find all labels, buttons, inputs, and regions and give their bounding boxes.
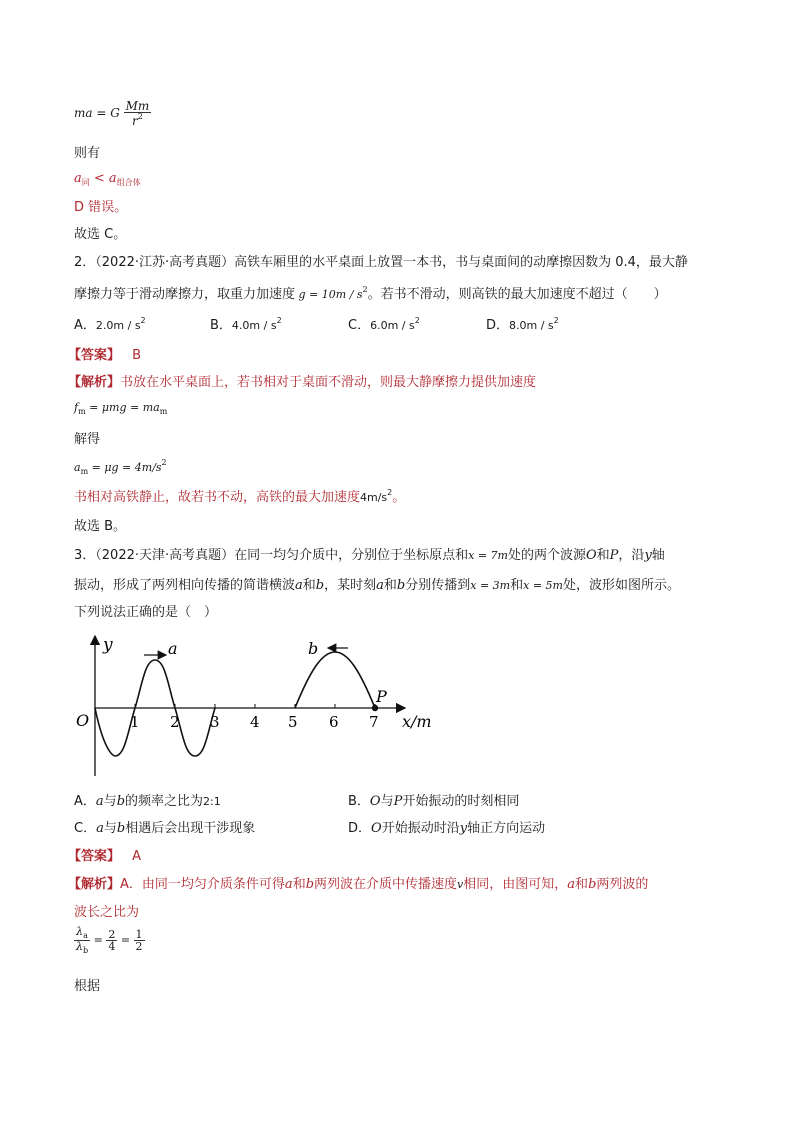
q2-eq2-a: a — [74, 461, 81, 474]
q3-analysis1a: A．由同一均匀介质条件可得 — [120, 877, 285, 892]
tick-label-1: 1 — [130, 713, 140, 731]
q2-opt-a-exp: 2 — [140, 316, 146, 325]
ratio-n2: 1 — [135, 928, 143, 941]
ratio-eq2: = — [120, 933, 131, 947]
q3-analysis1e: 和 — [575, 877, 589, 892]
q3-line2-b: b — [315, 578, 325, 593]
q3-analysis1-a: a — [284, 877, 293, 892]
q2-line2a: 摩擦力等于滑动摩擦力，取重力加速度 — [74, 287, 296, 302]
q2-conclusion — [74, 486, 405, 505]
q3-line2 — [74, 574, 680, 593]
q2-opt-b-exp: 2 — [276, 316, 282, 325]
q3-line1a: 3．（2022·天津·高考真题）在同一均匀介质中，分别位于坐标原点和 — [74, 548, 469, 563]
tick-label-6: 6 — [329, 713, 339, 731]
q3-line2-b2: b — [396, 578, 406, 593]
q3-option-b — [348, 790, 519, 809]
q3-line1d: ，沿 — [618, 548, 645, 563]
rel-sub1: 同 — [81, 178, 90, 187]
wave-figure — [70, 626, 450, 784]
q3-line1e: 轴 — [651, 548, 665, 563]
ratio-eq1: = — [93, 933, 103, 947]
q2-conclusion-exp: 2 — [387, 488, 393, 497]
q3-opt-c-text: 相遇后会出现干涉现象 — [125, 821, 256, 836]
q2-option-b — [210, 314, 282, 333]
ratio-lambda-a — [74, 926, 90, 941]
tick-label-2: 2 — [170, 713, 180, 731]
formula-denominator — [124, 113, 152, 127]
q3-analysis-tag: 【解析】 — [68, 877, 121, 892]
q3-analysis1-a2: a — [567, 877, 576, 892]
x-axis-label — [402, 712, 432, 731]
ratio-s2: b — [82, 946, 89, 955]
q3-opt-a-and: 与 — [103, 794, 117, 809]
q3-line2-x3: x = 3m — [470, 579, 511, 592]
q2-opt-b-label: B． — [210, 318, 232, 333]
rel-a1: a — [74, 171, 82, 186]
q2-eq2 — [74, 458, 167, 476]
q3-line2-a: a — [295, 578, 303, 593]
ratio-lambda-b — [74, 941, 90, 955]
tick-label-5: 5 — [288, 713, 298, 731]
q2-choose: 故选 B。 — [74, 519, 127, 534]
q3-line3: 下列说法正确的是（ ） — [74, 605, 218, 620]
q2-opt-c-exp: 2 — [414, 316, 420, 325]
formula-den-exp: 2 — [137, 112, 143, 121]
q3-according: 根据 — [74, 979, 101, 994]
ratio-n1: 2 — [108, 928, 116, 941]
q2-answer-tag: 【答案】 — [68, 348, 121, 363]
q3-line2-x5: x = 5m — [523, 579, 563, 592]
q2-opt-b-value: 4.0m / s — [231, 319, 277, 332]
q2-eq2-exp: 2 — [161, 458, 167, 467]
q3-opt-c-and: 与 — [103, 821, 117, 836]
q3-analysis-line2: 波长之比为 — [74, 905, 140, 920]
q2-analysis-text: 书放在水平桌面上，若书相对于桌面不滑动，则最大静摩擦力提供加速度 — [120, 375, 537, 390]
q3-ratio-equation — [74, 926, 145, 955]
q2-g-text: g = 10m / s — [298, 288, 363, 301]
q3-analysis1-b: b — [305, 877, 315, 892]
formula-fraction — [124, 100, 152, 127]
ratio-s1: a — [83, 931, 88, 940]
q2-eq2-sub: m — [80, 467, 89, 476]
rel-sub2: 组合体 — [116, 178, 141, 187]
q3-line1-p: P — [609, 548, 619, 563]
q2-eq1-rest: = μmg = ma — [85, 401, 160, 414]
q2-eq2-rest: = μg = 4m/s — [88, 461, 162, 474]
q3-line1 — [74, 544, 665, 563]
formula-den-r: r — [132, 114, 138, 128]
q3-line2b: 和 — [302, 578, 316, 593]
formula-gravity — [74, 100, 151, 127]
q2-option-c — [348, 314, 420, 333]
wave-b-curve — [295, 652, 375, 708]
q3-analysis1d: 相同，由图可知， — [463, 877, 568, 892]
q3-option-a — [74, 790, 221, 809]
y-axis-label: y — [103, 635, 113, 655]
tick-label-4: 4 — [250, 713, 260, 731]
rel-op: < a — [89, 171, 117, 186]
q3-opt-d-text2: 轴正方向运动 — [467, 821, 546, 836]
ratio-d2: 2 — [135, 940, 143, 953]
q3-opt-a-b: b — [116, 794, 126, 809]
q3-opt-a-label: A． — [74, 794, 96, 809]
point-p-label: P — [376, 687, 387, 706]
text-then: 则有 — [74, 146, 101, 161]
q3-line1c: 和 — [596, 548, 610, 563]
q2-conclusion-val: 4m/s — [360, 491, 388, 504]
q3-line2-a2: a — [376, 578, 384, 593]
tick-label-7: 7 — [369, 713, 379, 731]
ratio-frac-2-4 — [106, 929, 117, 952]
q2-opt-c-label: C． — [348, 318, 371, 333]
q3-answer-value: A — [132, 849, 142, 864]
q3-answer — [68, 845, 141, 864]
q2-line2 — [74, 283, 667, 302]
q2-conclusion-b: 。 — [392, 490, 406, 505]
q3-line2g: 处，波形如图所示。 — [562, 578, 680, 593]
q3-line2a: 振动，形成了两列相向传播的简谐横波 — [74, 578, 296, 593]
wave-a-label: a — [168, 639, 178, 658]
q3-opt-d-label: D． — [348, 821, 372, 836]
q3-opt-b-label: B． — [348, 794, 370, 809]
q2-g-value — [295, 285, 368, 301]
q3-opt-a-ratio: 2:1 — [203, 795, 221, 808]
q3-answer-tag: 【答案】 — [68, 849, 121, 864]
text-d-wrong: D 错误。 — [74, 200, 128, 215]
ratio-l1: λ — [76, 925, 84, 938]
q3-analysis1b: 和 — [292, 877, 306, 892]
relation-acceleration — [74, 171, 141, 188]
q3-opt-b-p: P — [393, 794, 403, 809]
q3-analysis1-b2: b — [588, 877, 597, 892]
q3-opt-b-and: 与 — [380, 794, 394, 809]
q2-opt-a-label: A． — [74, 318, 96, 333]
q2-opt-d-value: 8.0m / s — [509, 319, 554, 332]
q3-analysis1c: 两列波在介质中传播速度 — [314, 877, 458, 892]
q3-line1b: 处的两个波源 — [507, 548, 586, 563]
q2-answer — [68, 344, 141, 363]
q3-analysis-line1 — [68, 873, 648, 892]
q3-line1-o: O — [585, 548, 597, 563]
formula-numerator: Mm — [125, 99, 150, 113]
text-choose-c: 故选 C。 — [74, 227, 127, 242]
q3-opt-d-y: y — [459, 821, 468, 836]
q3-line2f: 和 — [510, 578, 524, 593]
q2-eq1 — [74, 401, 167, 416]
q2-solve: 解得 — [74, 432, 101, 447]
q3-line2c: ，某时刻 — [324, 578, 377, 593]
q3-option-d — [348, 817, 545, 836]
origin-label: O — [76, 711, 90, 730]
q2-opt-d-exp: 2 — [553, 316, 559, 325]
q2-line2b: 。若书不滑动，则高铁的最大加速度不超过（ ） — [367, 287, 667, 302]
tick-labels — [130, 713, 379, 731]
q2-option-a — [74, 314, 146, 333]
q2-opt-c-value: 6.0m / s — [370, 319, 415, 332]
q3-option-c — [74, 817, 255, 836]
q2-g-exp: 2 — [362, 285, 368, 294]
q2-option-d — [486, 314, 559, 333]
ratio-l2: λ — [76, 940, 83, 953]
q2-answer-value: B — [132, 348, 142, 363]
q2-eq1-sub2: m — [159, 407, 168, 416]
ratio-frac-1-2 — [134, 929, 145, 952]
q2-analysis — [68, 371, 536, 390]
q2-line1: 2．（2022·江苏·高考真题）高铁车厢里的水平桌面上放置一本书，书与桌面间的动摩擦因数为 0.4，最大静 — [74, 255, 688, 270]
q2-conclusion-a: 书相对高铁静止，故若书不动，高铁的最大加速度 — [74, 490, 361, 505]
x-axis-label-text: x/m — [402, 712, 432, 731]
wave-b-label: b — [308, 639, 319, 658]
q2-eq1-f: f — [74, 401, 79, 414]
q3-line1-y: y — [644, 548, 652, 563]
q2-analysis-tag: 【解析】 — [68, 375, 121, 390]
ratio-frac-lambda — [74, 926, 90, 955]
q3-opt-b-o: O — [369, 794, 381, 809]
q2-eq1-sub: m — [78, 407, 86, 416]
q3-opt-a-text: 的频率之比为 — [125, 794, 204, 809]
q3-line2e: 分别传播到 — [405, 578, 471, 593]
q3-opt-c-a: a — [96, 821, 104, 836]
q3-line2d: 和 — [383, 578, 397, 593]
q3-analysis1-v: v — [457, 878, 464, 891]
q3-opt-a-a: a — [95, 794, 104, 809]
q3-opt-d-text1: 开始振动时沿 — [381, 821, 460, 836]
tick-label-3: 3 — [210, 713, 220, 731]
q3-opt-c-b: b — [116, 821, 126, 836]
q3-opt-b-text: 开始振动的时刻相同 — [402, 794, 520, 809]
q3-line1-x: x = 7m — [468, 549, 508, 562]
q2-opt-d-label: D． — [486, 318, 510, 333]
formula-lhs: ma = G — [74, 106, 120, 120]
q3-opt-c-label: C． — [74, 821, 97, 836]
q3-analysis1f: 两列波的 — [596, 877, 649, 892]
ratio-d1: 4 — [108, 940, 116, 953]
q3-opt-d-o: O — [371, 821, 382, 836]
q2-opt-a-value: 2.0m / s — [95, 319, 141, 332]
